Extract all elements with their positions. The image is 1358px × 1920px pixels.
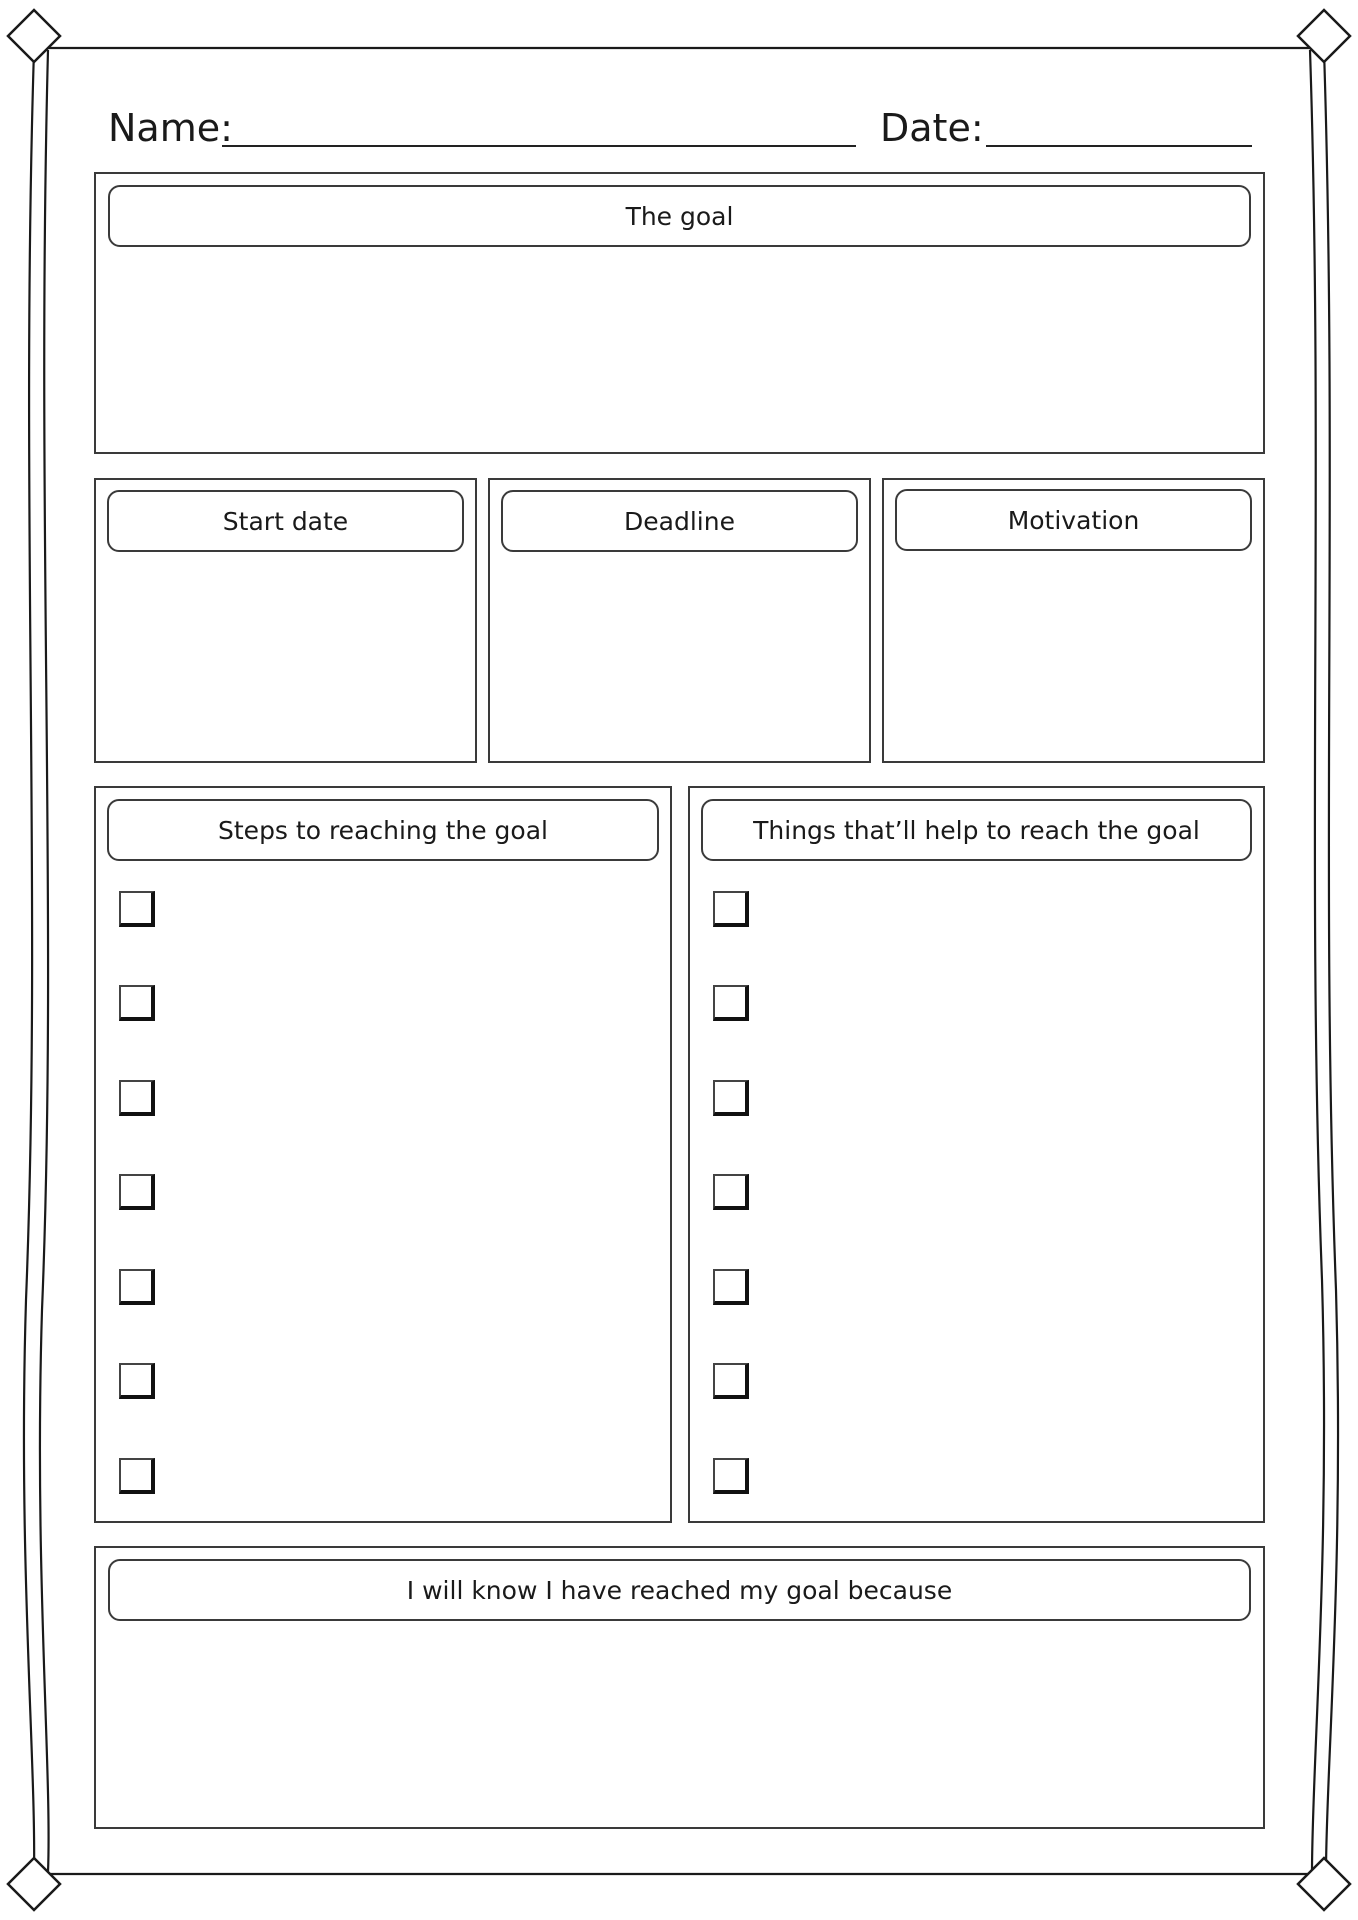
helpers-panel [688,786,1265,1523]
steps-checkbox-3[interactable] [119,1080,155,1116]
name-label: Name: [108,106,233,150]
helpers-checkbox-3[interactable] [713,1080,749,1116]
helpers-checkbox-6[interactable] [713,1363,749,1399]
helpers-checkbox-2[interactable] [713,985,749,1021]
helpers-title: Things that’ll help to reach the goal [701,799,1252,861]
deadline-title: Deadline [501,490,858,552]
corner-diamond-bottom-left [8,1858,60,1910]
steps-checkbox-4[interactable] [119,1174,155,1210]
name-input-line[interactable] [222,145,856,147]
steps-checkbox-7[interactable] [119,1458,155,1494]
frame-left-inner [40,50,49,1872]
frame-right-outer [1324,50,1338,1872]
reached-title: I will know I have reached my goal because [108,1559,1251,1621]
start-date-title: Start date [107,490,464,552]
corner-diamond-bottom-right [1298,1858,1350,1910]
frame-right-inner [1310,50,1324,1872]
goal-title: The goal [108,185,1251,247]
steps-checkbox-6[interactable] [119,1363,155,1399]
steps-checkbox-1[interactable] [119,891,155,927]
corner-diamond-top-right [1298,10,1350,62]
date-label: Date: [880,106,984,150]
helpers-checkbox-1[interactable] [713,891,749,927]
helpers-checkbox-5[interactable] [713,1269,749,1305]
corner-diamond-top-left [8,10,60,62]
helpers-checkbox-4[interactable] [713,1174,749,1210]
steps-checkbox-2[interactable] [119,985,155,1021]
frame-left-outer [24,50,34,1872]
steps-checkbox-5[interactable] [119,1269,155,1305]
steps-panel [94,786,672,1523]
helpers-checkbox-7[interactable] [713,1458,749,1494]
motivation-title: Motivation [895,489,1252,551]
date-input-line[interactable] [986,145,1252,147]
steps-title: Steps to reaching the goal [107,799,659,861]
